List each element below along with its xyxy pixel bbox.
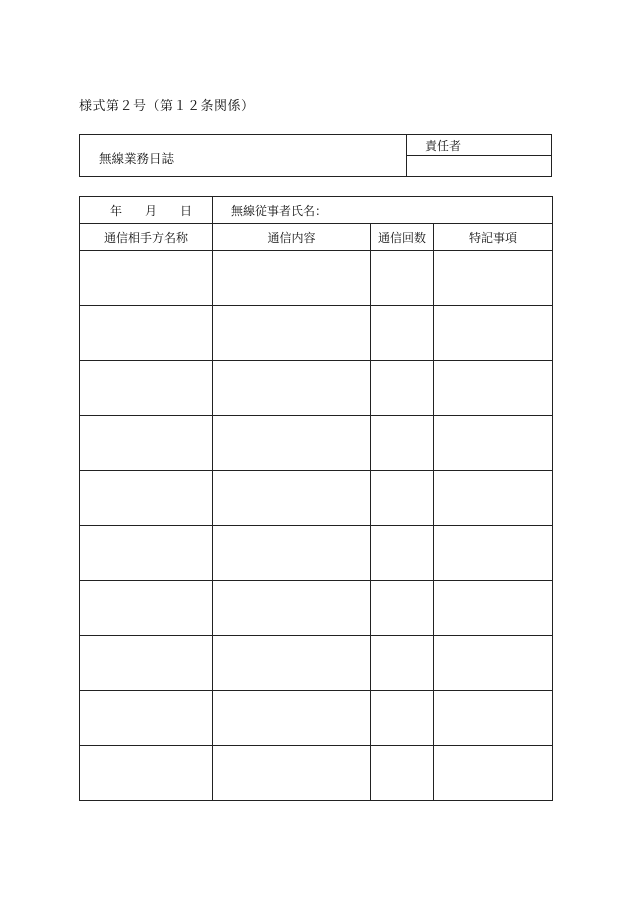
year-label: 年 [110, 203, 123, 218]
content-cell[interactable] [213, 251, 371, 306]
communication-log-table [79, 196, 553, 801]
remarks-cell[interactable] [434, 526, 553, 581]
count-cell[interactable] [371, 746, 434, 801]
responsible-label: 責任者 [407, 135, 552, 156]
column-header-correspondent: 通信相手方名称 [80, 224, 213, 251]
table-row [80, 471, 553, 526]
content-cell[interactable] [213, 471, 371, 526]
log-header-table [79, 134, 552, 177]
responsible-field[interactable] [407, 156, 552, 177]
log-title: 無線業務日誌 [80, 135, 407, 177]
remarks-cell[interactable] [434, 581, 553, 636]
content-cell[interactable] [213, 306, 371, 361]
date-row [80, 197, 553, 224]
remarks-cell[interactable] [434, 416, 553, 471]
content-cell[interactable] [213, 361, 371, 416]
table-row [80, 526, 553, 581]
table-row [80, 691, 553, 746]
correspondent-cell[interactable] [80, 361, 213, 416]
date-field[interactable] [80, 197, 213, 224]
remarks-cell[interactable] [434, 636, 553, 691]
column-header-count: 通信回数 [371, 224, 434, 251]
content-cell[interactable] [213, 636, 371, 691]
content-cell[interactable] [213, 746, 371, 801]
table-row [80, 416, 553, 471]
count-cell[interactable] [371, 251, 434, 306]
table-row [80, 636, 553, 691]
entry-rows [80, 251, 553, 801]
column-header-row [80, 224, 553, 251]
column-header-remarks: 特記事項 [434, 224, 553, 251]
operator-name-label: 無線従事者氏名： [231, 203, 328, 218]
column-header-content: 通信内容 [213, 224, 371, 251]
remarks-cell[interactable] [434, 361, 553, 416]
correspondent-cell[interactable] [80, 526, 213, 581]
correspondent-cell[interactable] [80, 691, 213, 746]
remarks-cell[interactable] [434, 306, 553, 361]
month-label: 月 [145, 203, 158, 218]
remarks-cell[interactable] [434, 746, 553, 801]
content-cell[interactable] [213, 526, 371, 581]
table-row [80, 361, 553, 416]
table-row [80, 251, 553, 306]
content-cell[interactable] [213, 416, 371, 471]
remarks-cell[interactable] [434, 691, 553, 746]
count-cell[interactable] [371, 636, 434, 691]
table-row [80, 306, 553, 361]
form-number: 様式第２号（第１２条関係） [79, 99, 255, 114]
count-cell[interactable] [371, 471, 434, 526]
remarks-cell[interactable] [434, 471, 553, 526]
content-cell[interactable] [213, 691, 371, 746]
correspondent-cell[interactable] [80, 471, 213, 526]
table-row [80, 746, 553, 801]
remarks-cell[interactable] [434, 251, 553, 306]
count-cell[interactable] [371, 306, 434, 361]
day-label: 日 [180, 203, 193, 218]
correspondent-cell[interactable] [80, 636, 213, 691]
correspondent-cell[interactable] [80, 251, 213, 306]
count-cell[interactable] [371, 416, 434, 471]
count-cell[interactable] [371, 526, 434, 581]
count-cell[interactable] [371, 581, 434, 636]
count-cell[interactable] [371, 691, 434, 746]
content-cell[interactable] [213, 581, 371, 636]
correspondent-cell[interactable] [80, 746, 213, 801]
operator-name-field[interactable] [213, 197, 553, 224]
table-row [80, 581, 553, 636]
correspondent-cell[interactable] [80, 306, 213, 361]
count-cell[interactable] [371, 361, 434, 416]
correspondent-cell[interactable] [80, 416, 213, 471]
correspondent-cell[interactable] [80, 581, 213, 636]
